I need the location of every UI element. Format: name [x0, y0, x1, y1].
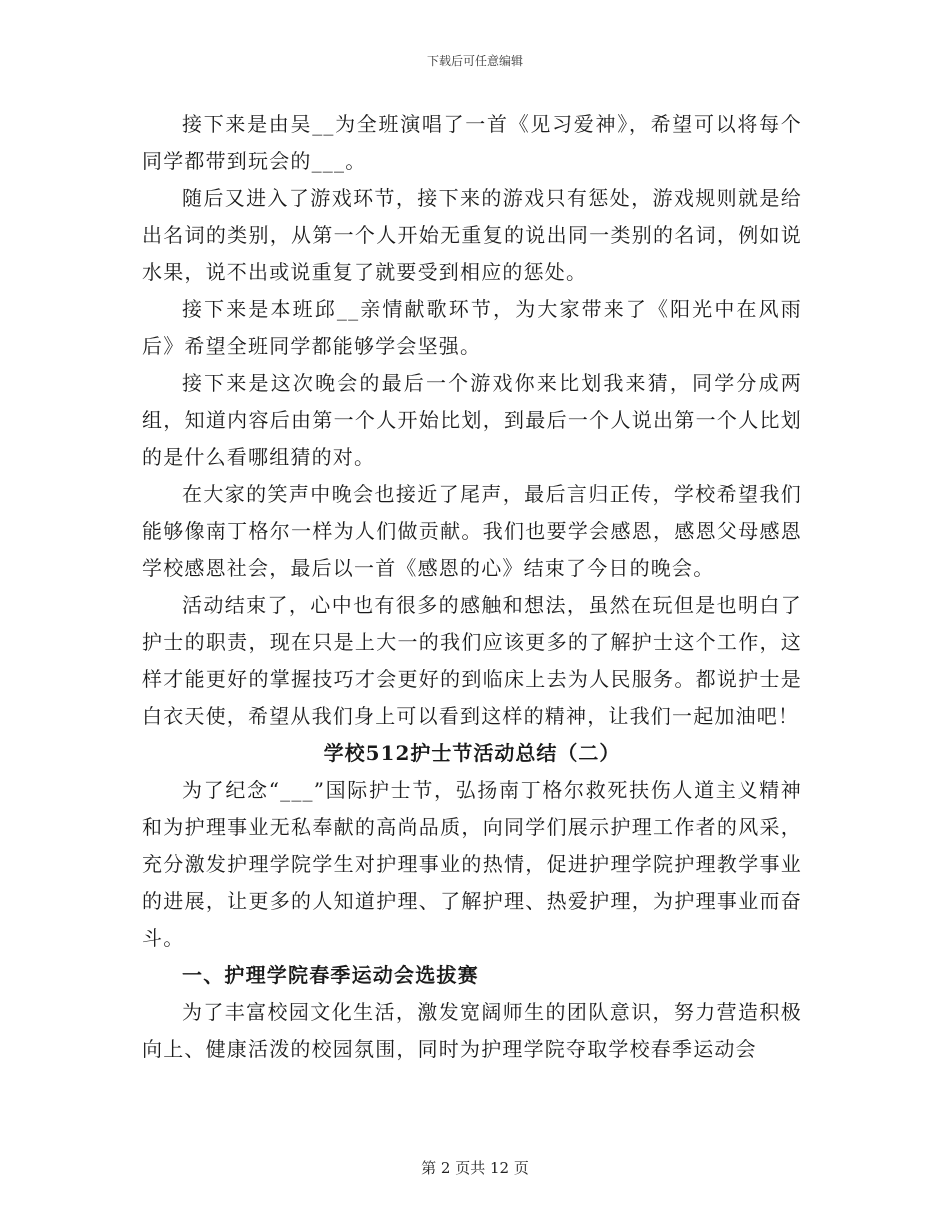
intro-paragraph: 为了纪念“___”国际护士节，弘扬南丁格尔救死扶伤人道主义精神和为护理事业无私奉献的高尚品质，向同学们展示护理工作者的风采，充分激发护理学院学生对护理事业的热情，促进护理学院护理教学事业的进展，让更多的人知道护理、了解护理、热爱护理，为护理事业而奋斗。	[142, 778, 802, 950]
section-title: 学校512护士节活动总结（二）	[323, 741, 621, 765]
page-footer: 第 2 页共 12 页	[421, 1159, 529, 1177]
page-header: 下载后可任意编辑	[426, 54, 523, 68]
paragraph: 在大家的笑声中晚会也接近了尾声，最后言归正传，学校希望我们能够像南丁格尔一样为人们做贡献。我们也要学会感恩，感恩父母感恩学校感恩社会，最后以一首《感恩的心》结束了今日的晚会。	[142, 482, 802, 580]
paragraph: 随后又进入了游戏环节，接下来的游戏只有惩处，游戏规则就是给出名词的类别，从第一个人开始无重复的说出同一类别的名词，例如说水果，说不出或说重复了就要受到相应的惩处。	[142, 186, 802, 284]
paragraph: 接下来是由吴__为全班演唱了一首《见习爱神》，希望可以将每个同学都带到玩会的___。	[142, 112, 802, 173]
section-heading: 一、护理学院春季运动会选拔赛	[182, 963, 479, 987]
paragraph: 接下来是这次晚会的最后一个游戏你来比划我来猜，同学分成两组，知道内容后由第一个人开始比划，到最后一个人说出第一个人比划的是什么看哪组猜的对。	[142, 371, 802, 469]
paragraph: 接下来是本班邱__亲情献歌环节，为大家带来了《阳光中在风雨后》希望全班同学都能够学会坚强。	[142, 297, 802, 358]
section-paragraph: 为了丰富校园文化生活，激发宽阔师生的团队意识，努力营造积极向上、健康活泼的校园氛围，同时为护理学院夺取学校春季运动会	[142, 1000, 802, 1061]
paragraph: 活动结束了，心中也有很多的感触和想法，虽然在玩但是也明白了护士的职责，现在只是上大一的我们应该更多的了解护士这个工作，这样才能更好的掌握技巧才会更好的到临床上去为人民服务。都说护士是白衣天使，希望从我们身上可以看到这样的精神，让我们一起加油吧！	[142, 593, 802, 728]
document-body	[142, 106, 802, 1068]
